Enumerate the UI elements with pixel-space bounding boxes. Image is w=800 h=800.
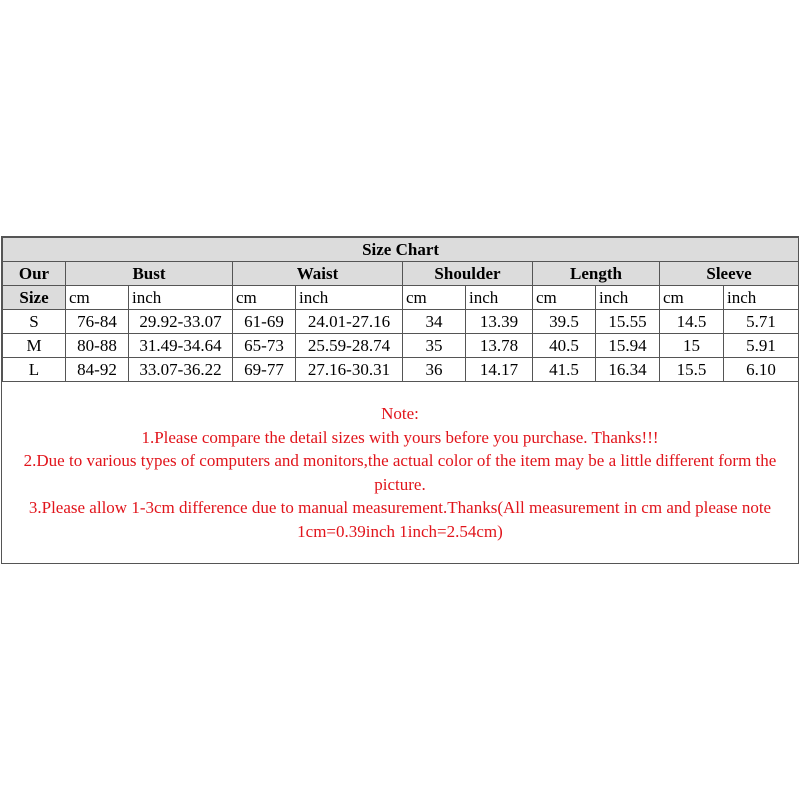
bust-inch: 29.92-33.07: [129, 310, 233, 334]
size-label: S: [3, 310, 66, 334]
shoulder-inch: 14.17: [466, 358, 533, 382]
size-label: L: [3, 358, 66, 382]
note-line-2: 2.Due to various types of computers and monitors,the actual color of the item may be a little different form the picture.: [23, 451, 777, 494]
title-row: [3, 238, 799, 262]
table-row: [3, 310, 799, 334]
sleeve-cm: 15.5: [660, 358, 724, 382]
bust-cm: 84-92: [66, 358, 129, 382]
header-size: Size: [3, 286, 66, 310]
waist-inch: 24.01-27.16: [296, 310, 403, 334]
header-sleeve: Sleeve: [660, 262, 799, 286]
sleeve-inch: 5.91: [724, 334, 799, 358]
size-label: M: [3, 334, 66, 358]
unit-cm: cm: [533, 286, 596, 310]
shoulder-inch: 13.39: [466, 310, 533, 334]
shoulder-inch: 13.78: [466, 334, 533, 358]
unit-inch: inch: [466, 286, 533, 310]
bust-cm: 76-84: [66, 310, 129, 334]
waist-inch: 25.59-28.74: [296, 334, 403, 358]
chart-title: Size Chart: [3, 238, 799, 262]
header-waist: Waist: [233, 262, 403, 286]
length-inch: 15.94: [596, 334, 660, 358]
note-line-1: 1.Please compare the detail sizes with yours before you purchase. Thanks!!!: [141, 427, 659, 447]
sleeve-inch: 5.71: [724, 310, 799, 334]
header-bust: Bust: [66, 262, 233, 286]
waist-cm: 65-73: [233, 334, 296, 358]
bust-inch: 31.49-34.64: [129, 334, 233, 358]
sleeve-cm: 14.5: [660, 310, 724, 334]
unit-cm: cm: [403, 286, 466, 310]
sleeve-inch: 6.10: [724, 358, 799, 382]
header-row-groups: [3, 262, 799, 286]
unit-inch: inch: [129, 286, 233, 310]
waist-cm: 69-77: [233, 358, 296, 382]
unit-cm: cm: [660, 286, 724, 310]
length-inch: 15.55: [596, 310, 660, 334]
note-line-3: 3.Please allow 1-3cm difference due to manual measurement.Thanks(All measurement in cm and please note 1cm=0.39inch 1inch=2.54cm): [28, 498, 772, 541]
table-row: [3, 334, 799, 358]
size-chart-table: [2, 237, 799, 382]
unit-inch: inch: [296, 286, 403, 310]
sleeve-cm: 15: [660, 334, 724, 358]
shoulder-cm: 34: [403, 310, 466, 334]
header-our: Our: [3, 262, 66, 286]
unit-cm: cm: [233, 286, 296, 310]
length-cm: 40.5: [533, 334, 596, 358]
length-inch: 16.34: [596, 358, 660, 382]
length-cm: 41.5: [533, 358, 596, 382]
unit-cm: cm: [66, 286, 129, 310]
shoulder-cm: 36: [403, 358, 466, 382]
note-heading: Note:: [381, 404, 419, 423]
bust-inch: 33.07-36.22: [129, 358, 233, 382]
header-shoulder: Shoulder: [403, 262, 533, 286]
waist-inch: 27.16-30.31: [296, 358, 403, 382]
bust-cm: 80-88: [66, 334, 129, 358]
size-chart-sheet: [1, 236, 799, 564]
header-row-units: [3, 286, 799, 310]
waist-cm: 61-69: [233, 310, 296, 334]
unit-inch: inch: [596, 286, 660, 310]
length-cm: 39.5: [533, 310, 596, 334]
shoulder-cm: 35: [403, 334, 466, 358]
header-length: Length: [533, 262, 660, 286]
unit-inch: inch: [724, 286, 799, 310]
table-row: [3, 358, 799, 382]
notes-section: [2, 402, 798, 543]
